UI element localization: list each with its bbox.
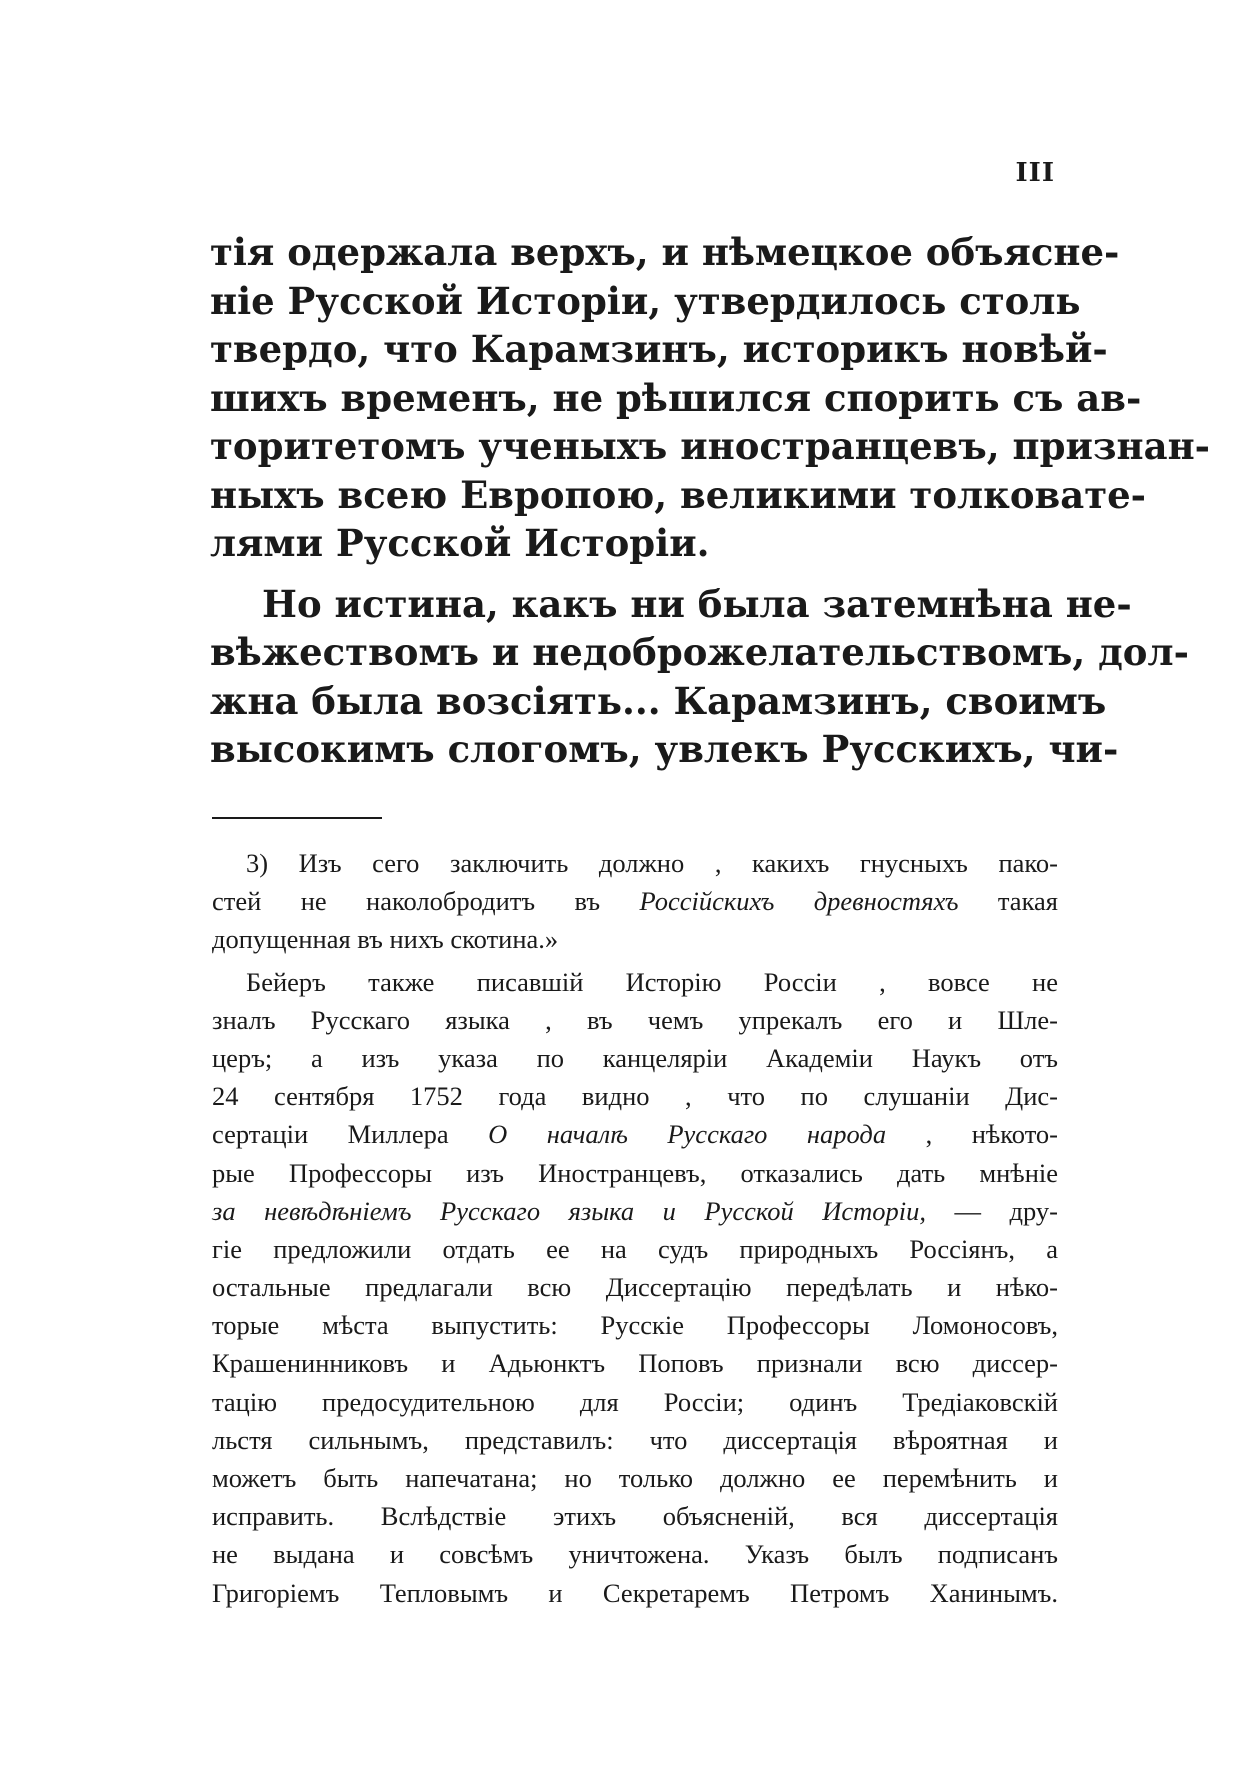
- footnote-separator-rule: [212, 817, 382, 819]
- footnote-text: , нѣкото-: [886, 1119, 1058, 1150]
- main-text-line: ныхъ всею Европою, великими толковате-: [210, 472, 1147, 517]
- footnote-line: льстя сильнымъ, представилъ: что диссертація вѣроятная и: [212, 1424, 1058, 1455]
- main-text-line: ніе Русской Исторіи, утвердилось столь: [210, 278, 1081, 323]
- footnote-line: зналъ Русскаго языка , въ чемъ упрекалъ его и Шле-: [212, 1004, 1058, 1035]
- main-text-line: жна была возсіять... Карамзинъ, своимъ: [210, 678, 1107, 723]
- footnote-text: — дру-: [926, 1195, 1058, 1226]
- footnote-line: [212, 1115, 1058, 1153]
- footnote-line: Крашенинниковъ и Адьюнктъ Поповъ признали всю диссер-: [212, 1348, 1058, 1379]
- footnote-line: Григоріемъ Тепловымъ и Секретаремъ Петромъ Ханинымъ.: [212, 1577, 1058, 1608]
- footnote-line: [212, 882, 1058, 920]
- main-text-line: высокимъ слогомъ, увлекъ Русскихъ, чи-: [210, 727, 1119, 771]
- main-text-line: вѣжествомъ и недоброжелательствомъ, дол-: [210, 630, 1189, 674]
- footnote-text: такая: [958, 886, 1058, 917]
- main-text-line: тія одержала верхъ, и нѣмецкое объясне-: [210, 230, 1120, 274]
- main-text-line: твердо, что Карамзинъ, историкъ новѣй-: [210, 327, 1108, 371]
- footnote-line: 24 сентября 1752 года видно , что по слушаніи Дис-: [212, 1081, 1058, 1112]
- footnote-line: не выдана и совсѣмъ уничтожена. Указъ былъ подписанъ: [212, 1539, 1058, 1570]
- main-text: [210, 228, 1211, 774]
- main-text-line: Но истина, какъ ни была затемнѣна не-: [262, 581, 1132, 626]
- footnote-line: торые мѣста выпустить: Русскіе Профессоры Ломоносовъ,: [212, 1310, 1058, 1341]
- footnote-line: рые Профессоры изъ Иностранцевъ, отказались дать мнѣніе: [212, 1157, 1058, 1188]
- footnote-line: допущенная въ нихъ скотина.»: [212, 924, 559, 955]
- page-number: III: [1015, 158, 1055, 188]
- footnote-line: исправить. Вслѣдствіе этихъ объясненій, вся диссертація: [212, 1501, 1058, 1532]
- main-text-line: лями Русской Исторіи.: [210, 521, 710, 565]
- main-text-line: шихъ временъ, не рѣшился спорить съ ав-: [210, 375, 1142, 420]
- footnote: [212, 844, 1058, 1612]
- footnote-text: стей не наколобродитъ въ: [212, 886, 640, 917]
- footnote-line: остальные предлагали всю Диссертацію передѣлать и нѣко-: [212, 1272, 1058, 1303]
- footnote-line: [212, 1192, 1058, 1230]
- footnote-italic-text: О началѣ Русскаго народа: [488, 1119, 887, 1150]
- footnote-line: 3) Изъ сего заключить должно , какихъ гнусныхъ пако-: [246, 848, 1058, 878]
- footnote-line: можетъ быть напечатана; но только должно ее перемѣнить и: [212, 1463, 1058, 1493]
- footnote-italic-text: за невѣдѣніемъ Русскаго языка и Русской Исторіи,: [212, 1195, 927, 1226]
- main-text-line: торитетомъ ученыхъ иностранцевъ, признан-: [210, 424, 1211, 468]
- footnote-text: сертаціи Миллера: [212, 1119, 489, 1150]
- footnote-line: гіе предложили отдать ее на судъ природныхъ Россіянъ, а: [212, 1233, 1058, 1264]
- footnote-line: Бейеръ также писавшій Исторію Россіи , вовсе не: [246, 966, 1058, 997]
- footnote-line: тацію предосудительною для Россіи; одинъ Тредіаковскій: [212, 1386, 1058, 1417]
- footnote-italic-text: Россійскихъ древностяхъ: [639, 886, 959, 917]
- footnote-line: церъ; а изъ указа по канцеляріи Академіи Наукъ отъ: [212, 1042, 1058, 1073]
